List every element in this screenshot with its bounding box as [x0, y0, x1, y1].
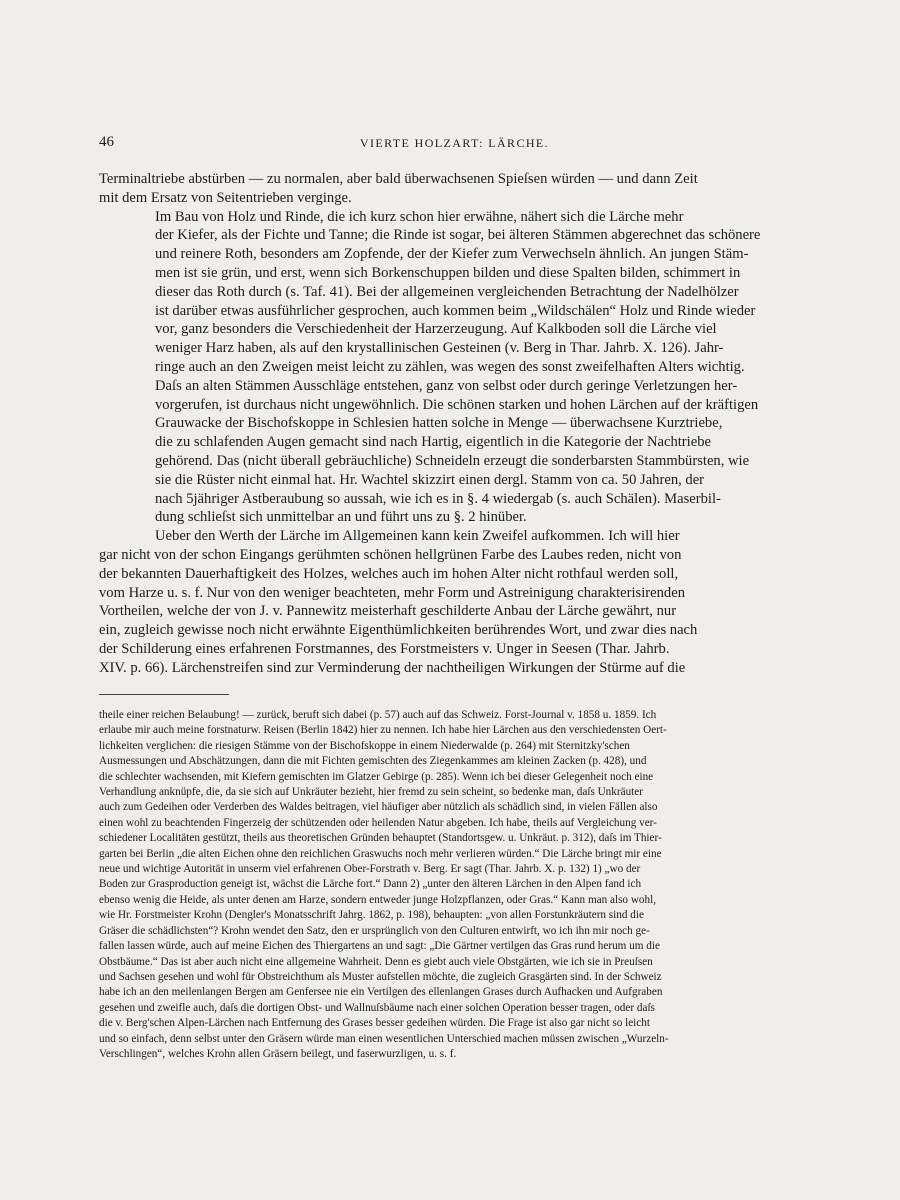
footnote-line: theile einer reichen Belaubung! — zurück, beruft sich dabei (p. 57) auch auf das Schweiz. Forst-Journal v. 1858 u. 1859. Ich: [99, 709, 657, 721]
text-line: weniger Harz haben, als auf den krystallinischen Gesteinen (v. Berg in Thar. Jahrb. X. 126). Jahr-: [155, 340, 724, 357]
text-line: sie die Rüster nicht einmal hat. Hr. Wachtel skizzirt einen dergl. Stamm von ca. 50 Jahren, der: [155, 471, 705, 488]
footnote-line: Boden zur Grasproduction geneigt ist, wächst die Lärche fort.“ Dann 2) „unter den älteren Lärchen in den Alpen fand ich: [99, 878, 642, 891]
text-line: gar nicht von der schon Eingangs gerühmten schönen hellgrünen Farbe des Laubes reden, nicht von: [99, 546, 682, 563]
footnote-line: auch zum Gedeihen oder Verderben des Waldes beitragen, viel häufiger aber nützlich als schädlich sind, in vielen Fällen also: [99, 801, 658, 814]
footnote-line: garten bei Berlin „die alten Eichen ohne den reichlichen Graswuchs noch mehr verlieren würden.“ Die Lärche bringt mir eine: [99, 847, 662, 860]
footnote-line: wie Hr. Forstmeister Krohn (Dengler's Monatsschrift Jahrg. 1862, p. 198), behaupten: „von allen Forstunkräutern sind die: [99, 909, 644, 922]
footnote-line: die schlechter wachsenden, mit Kiefern gemischten im Glatzer Gebirge (p. 285). Wenn ich bei dieser Gelegenheit noch eine: [99, 770, 654, 783]
text-line: nach 5jähriger Astberaubung so aussah, wie ich es in §. 4 wiedergab (s. auch Schälen). Maserbil-: [155, 490, 721, 507]
footnote-line: und Sachsen gesehen und wohl für Obstreichthum als Muster aufstellen möchte, die zugleich Grasgärten sind. In der Schweiz: [99, 970, 662, 983]
text-line: XIV. p. 66). Lärchenstreifen sind zur Verminderung der nachtheiligen Wirkungen der Stürme auf die: [99, 659, 686, 676]
paragraph-1: [99, 170, 810, 208]
text-line: Grauwacke der Bischofskoppe in Schlesien hatten solche in Menge — überwachsene Kurztriebe,: [155, 415, 723, 432]
text-line: vorgerufen, ist durchaus nicht ungewöhnlich. Die schönen starken und hohen Lärchen auf der kräftigen: [155, 396, 759, 413]
main-text: [99, 170, 810, 678]
footnote-line: Ausmessungen und Abschätzungen, dann die mit Fichten gemischten des Ziegenkammes am kleinen Zacken (p. 428), und: [99, 755, 647, 768]
text-line: dieser das Roth durch (s. Taf. 41). Bei der allgemeinen vergleichenden Betrachtung der Nadelhölzer: [155, 283, 739, 300]
footnote-line: gesehen und zweifle auch, daſs die dortigen Obst- und Wallnuſsbäume nach einer solchen Operation besser tragen, oder daſs: [99, 1001, 655, 1014]
text-line: gehörend. Das (nicht überall gebräuchliche) Schneideln erzeugt die sonderbarsten Stammbürsten, wie: [155, 452, 750, 469]
footnote-line: Verhandlung anknüpfe, die, da sie sich auf Unkräuter bezieht, hier fremd zu sein scheint, so bedenke man, daſs Unkräuter: [99, 786, 643, 799]
page-header: [99, 134, 810, 154]
text-line: men ist sie grün, und erst, wenn sich Borkenschuppen bilden und diese Spalten bilden, schimmert in: [155, 264, 741, 281]
footnote-line: einen wohl zu beachtenden Fingerzeig der schützenden oder heilenden Natur abgeben. Ich habe, theils auf Vergleichung ver-: [99, 816, 657, 829]
text-line: Im Bau von Holz und Rinde, die ich kurz schon hier erwähne, nähert sich die Lärche mehr: [155, 208, 684, 225]
text-line: die zu schlafenden Augen gemacht sind nach Hartig, eigentlich in die Kategorie der Nachtriebe: [155, 434, 711, 451]
footnote-line: fallen lassen würde, auch auf meine Eichen des Thiergartens an und sagt: „Die Gärtner vertilgen das Gras rund herum um die: [99, 940, 660, 953]
text-line: ist darüber etwas ausführlicher gesprochen, auch kommen beim „Wildschälen“ Holz und Rinde wieder: [155, 302, 756, 319]
text-line: Daſs an alten Stämmen Ausschläge entstehen, ganz von selbst oder durch geringe Verletzungen her-: [155, 377, 738, 394]
paragraph-2: [99, 208, 810, 528]
footnote-line: neue und wichtige Autorität in unserm viel erfahrenen Ober-Forstrath v. Berg. Er sagt (Thar. Jahrb. X. p. 132) 1) „wo der: [99, 863, 641, 876]
footnote-line: lichkeiten verglichen: die riesigen Stämme von der Bischofskoppe in einem Niederwalde (p. 264) mit Sternitzky'schen: [99, 739, 630, 752]
footnote-line: Verschlingen“, welches Krohn allen Gräsern beilegt, und faserwurzligen, u. s. f.: [99, 1047, 457, 1060]
footnote: [99, 708, 810, 1062]
footnote-line: habe ich an den meilenlangen Bergen am Genfersee nie ein Vertilgen des ellenlangen Grases durch Aufhacken und Aufgraben: [99, 986, 663, 999]
text-line: ringe auch an den Zweigen meist leicht zu zählen, was wegen des sonst zweifelhaften Alters wichtig.: [155, 358, 745, 375]
footnote-line: ebenso wenig die Heide, als unter denen am Harze, sondern entweder junge Holzpflanzen, oder Gras.“ Kann man also wohl,: [99, 893, 656, 906]
text-line: Ueber den Werth der Lärche im Allgemeinen kann kein Zweifel aufkommen. Ich will hier: [155, 528, 680, 545]
text-line: ein, zugleich gewisse noch nicht erwähnte Eigenthümlichkeiten berührendes Wort, und zwar dies nach: [99, 622, 698, 639]
page-number: 46: [99, 134, 114, 150]
text-line: mit dem Ersatz von Seitentrieben verginge.: [99, 189, 352, 206]
footnote-line: die v. Berg'schen Alpen-Lärchen nach Entfernung des Grases besser gedeihen würden. Die Frage ist also gar nicht so leicht: [99, 1017, 650, 1030]
text-line: der Kiefer, als der Fichte und Tanne; die Rinde ist sogar, bei älteren Stämmen abgerechnet das schönere: [155, 227, 761, 244]
text-line: vom Harze u. s. f. Nur von den weniger beachteten, mehr Form und Astreinigung charakterisirenden: [99, 584, 686, 601]
text-line: Terminaltriebe abstürben — zu normalen, aber bald überwachsenen Spieſsen würden — und dann Zeit: [99, 171, 698, 187]
footnote-separator: [99, 694, 229, 695]
text-line: Vortheilen, welche der von J. v. Pannewitz meisterhaft geschilderte Anbau der Lärche gewährt, nur: [99, 603, 677, 620]
text-line: und reinere Roth, besonders am Zopfende, der der Kiefer zum Verwechseln ähnlich. An jungen Stäm-: [155, 246, 749, 263]
footnote-line: Obstbäume.“ Das ist aber auch nicht eine allgemeine Wahrheit. Denn es giebt auch viele Obstgärten, wie ich sie in Preuſsen: [99, 955, 653, 968]
text-line: dung schlieſst sich unmittelbar an und führt uns zu §. 2 hinüber.: [155, 509, 527, 526]
text-line: vor, ganz besonders die Verschiedenheit der Harzerzeugung. Auf Kalkboden soll die Lärche viel: [155, 321, 717, 338]
footnote-line: erlaube mir auch meine forstnaturw. Reisen (Berlin 1842) hier zu nennen. Ich habe hier Lärchen aus den verschiedensten Oert-: [99, 724, 667, 737]
running-title: VIERTE HOLZART: LÄRCHE.: [359, 136, 550, 150]
footnote-line: und so einfach, denn selbst unter den Gräsern würde man einen wesentlichen Unterschied machen müssen zwischen „Wurzeln-: [99, 1032, 669, 1045]
footnote-line: schiedener Localitäten gestützt, theils aus theoretischen Gründen behauptet (Standortsgew. u. Unkräut. p. 312), daſs im Thier-: [99, 832, 662, 845]
footnote-line: Gräser die schädlichsten“? Krohn wendet den Satz, den er ursprünglich von den Culturen entwirft, wo ich ihn mir noch ge-: [99, 924, 650, 937]
text-line: der bekannten Dauerhaftigkeit des Holzes, welches auch im hohen Alter nicht rothfaul werden soll,: [99, 565, 679, 582]
paragraph-3: [99, 527, 810, 677]
text-line: der Schilderung eines erfahrenen Forstmannes, des Forstmeisters v. Unger in Seesen (Thar. Jahrb.: [99, 640, 670, 657]
